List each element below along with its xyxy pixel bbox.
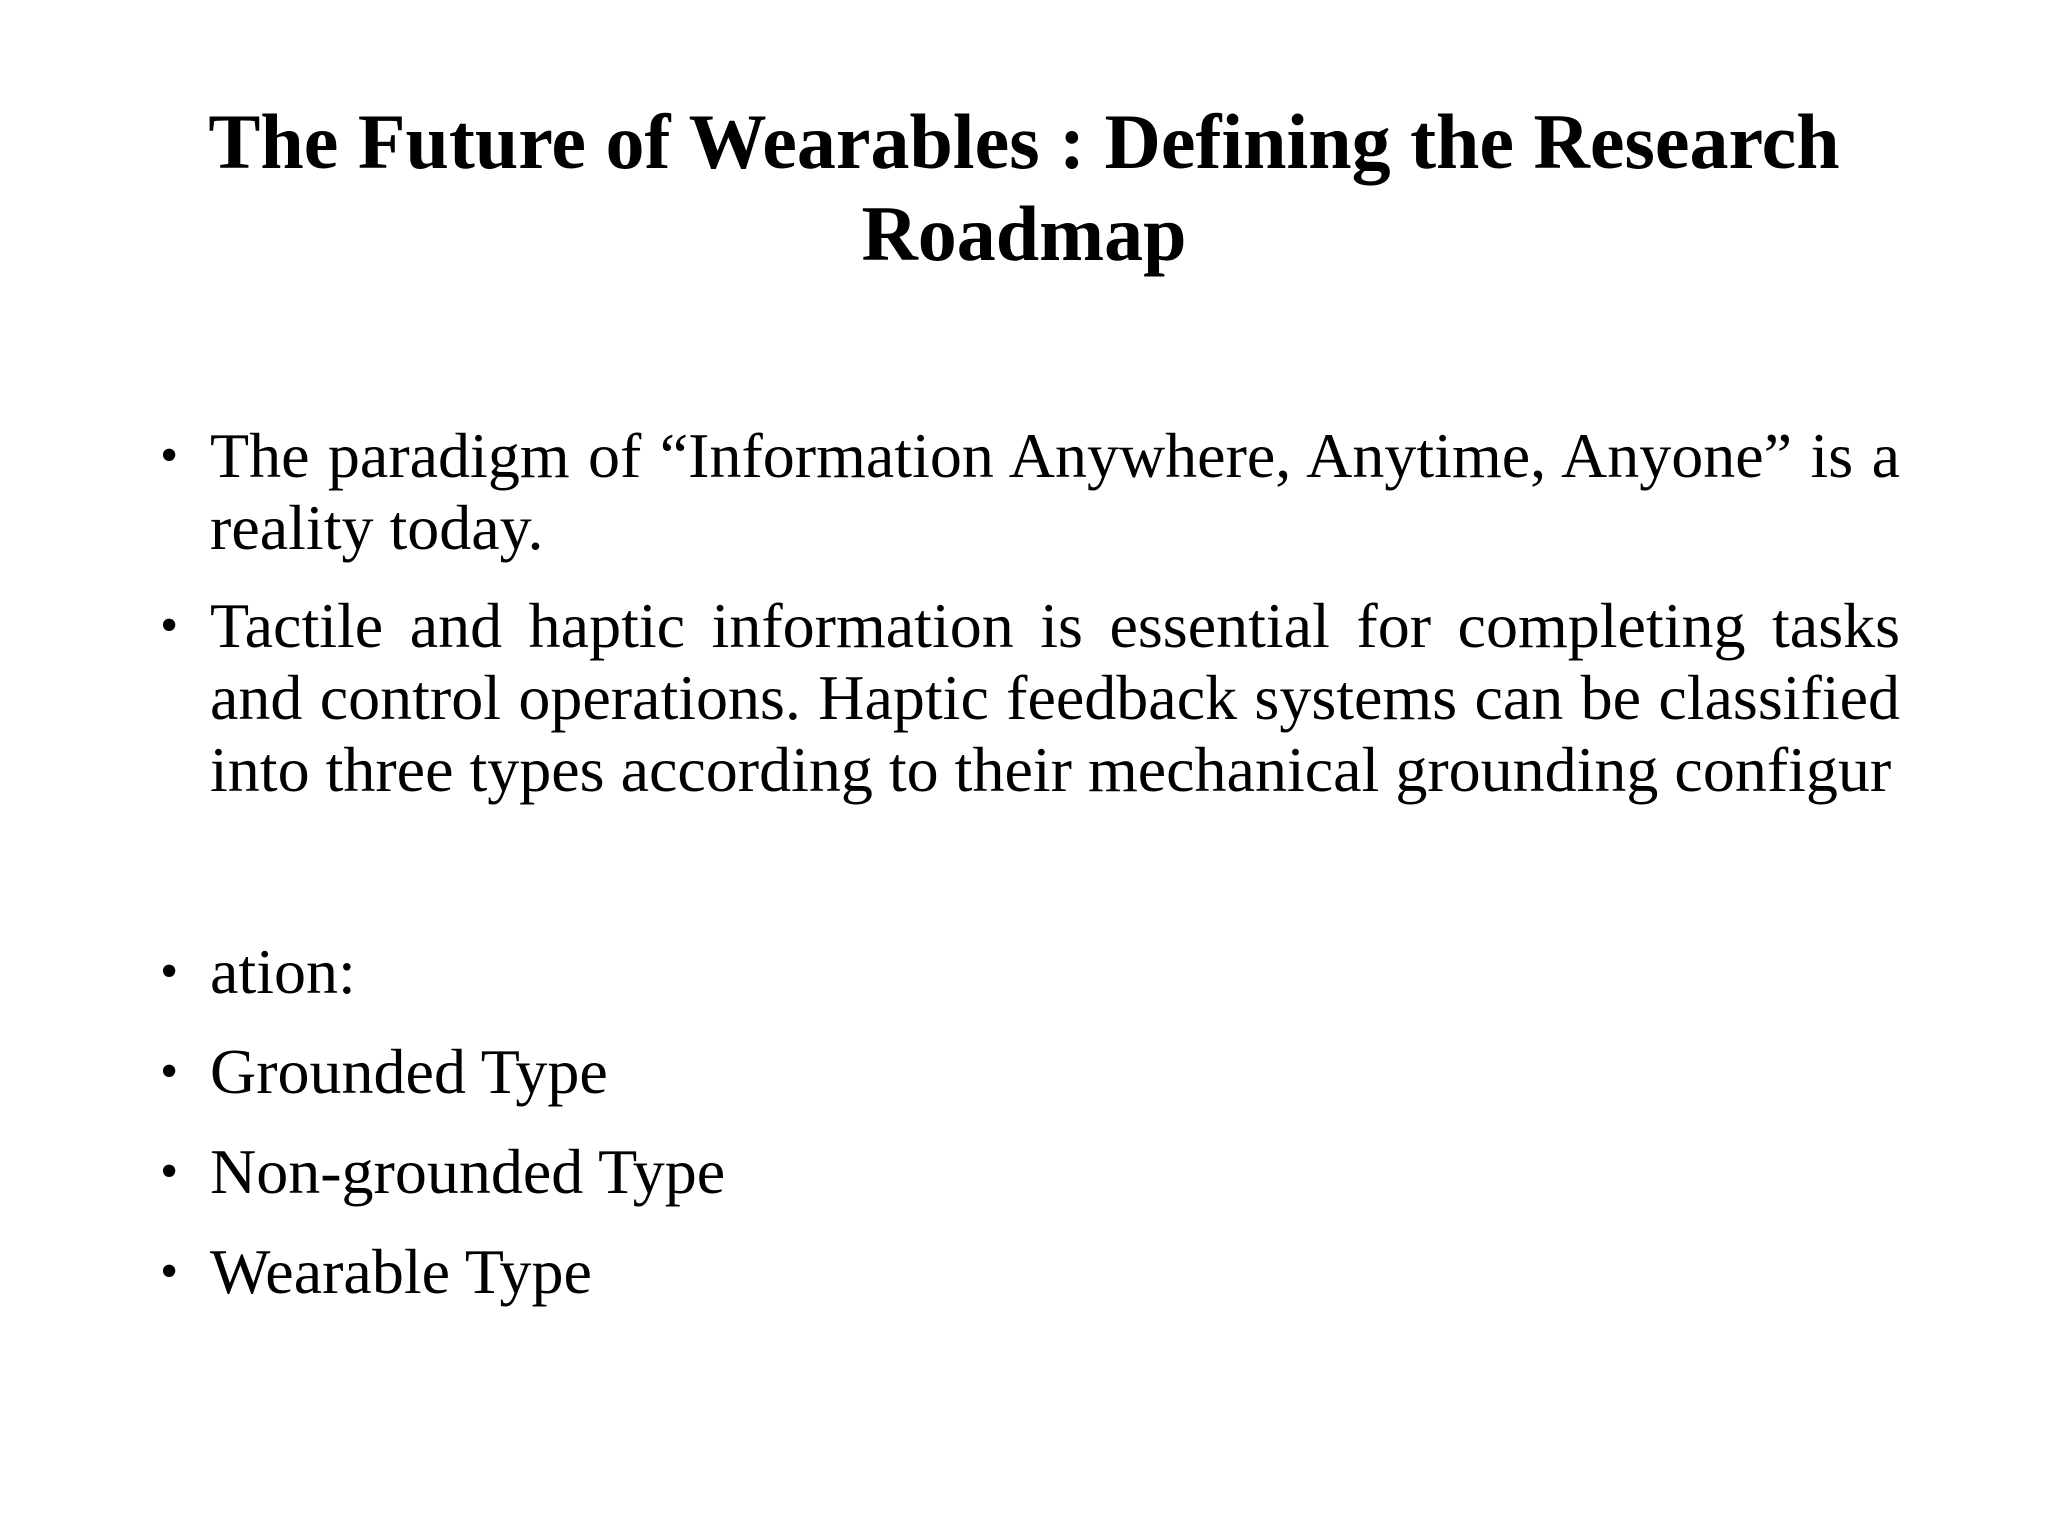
bullet-marker: • (160, 1143, 179, 1200)
slide-title: The Future of Wearables : Defining the Research Roadmap (208, 98, 1840, 277)
bullet-item (160, 590, 1900, 806)
bullet-marker: • (160, 943, 179, 1000)
bullet-item (160, 420, 1900, 564)
bullet-marker: • (160, 1043, 179, 1100)
bullet-marker: • (160, 427, 179, 484)
bullet-item (160, 936, 1900, 1008)
bullet-text: Tactile and haptic information is essential for completing tasks and control operations. Haptic feedback systems can be classified into three types according to their mechanical grounding configur (210, 590, 1900, 805)
bullet-text: The paradigm of “Information Anywhere, Anytime, Anyone” is a reality today. (210, 420, 1900, 563)
bullet-marker: • (160, 597, 179, 654)
bullet-text: Wearable Type (210, 1236, 592, 1307)
bullet-item (160, 1136, 1900, 1208)
bullet-list (160, 420, 1900, 1336)
bullet-marker: • (160, 1243, 179, 1300)
bullet-text: ation: (210, 936, 356, 1007)
bullet-item (160, 1036, 1900, 1108)
bullet-text: Grounded Type (210, 1036, 608, 1107)
bullet-item (160, 1236, 1900, 1308)
bullet-text: Non-grounded Type (210, 1136, 726, 1207)
